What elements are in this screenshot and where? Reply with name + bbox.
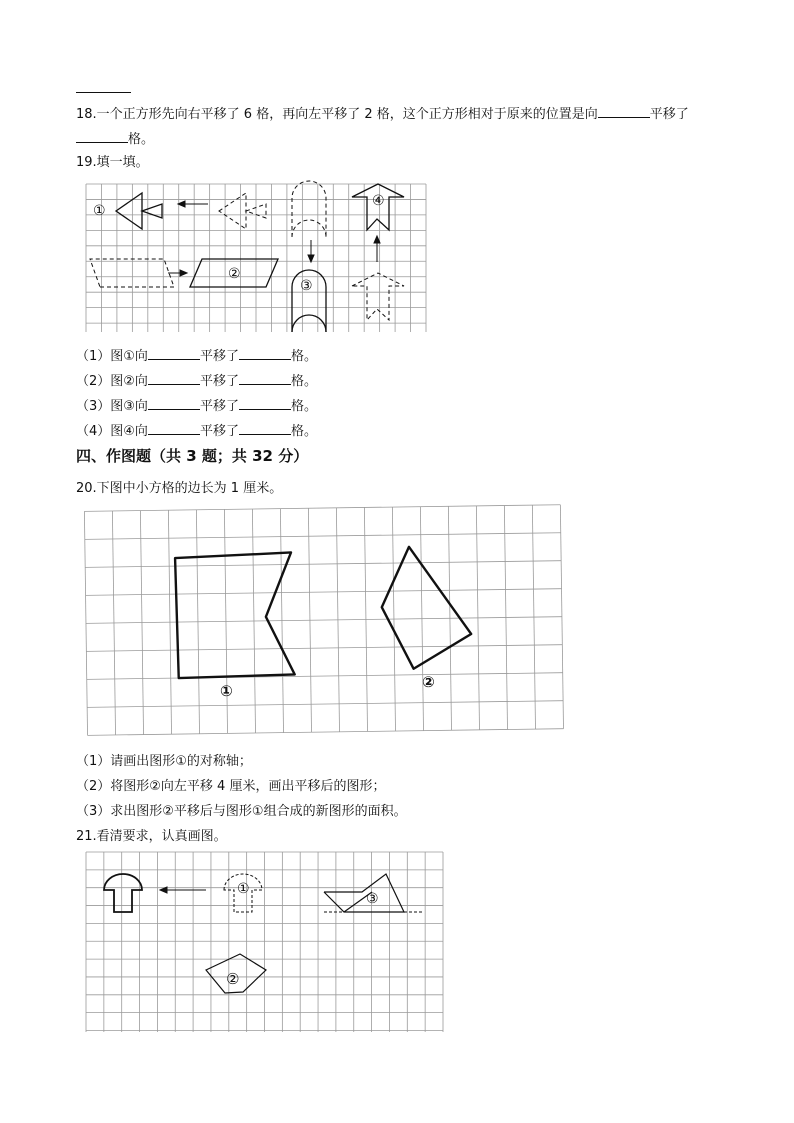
question-18 — [76, 104, 689, 124]
q19-item-1-suffix: 格。 — [290, 349, 317, 364]
q19-label-4: ④ — [372, 193, 385, 209]
q19-item-4-blank-direction[interactable] — [148, 421, 200, 435]
q21-label-2: ② — [226, 970, 240, 988]
q19-item-1 — [76, 346, 317, 366]
q19-item-2-blank-direction[interactable] — [148, 371, 200, 385]
q19-item-3-suffix: 格。 — [290, 399, 317, 414]
grid-line — [88, 729, 564, 736]
q21-grid-figure — [86, 852, 444, 1032]
q21-mushroom-solid — [104, 874, 142, 912]
q20-label-2: ② — [422, 673, 435, 691]
q19-item-4-suffix: 格。 — [290, 424, 317, 439]
q19-item-3 — [76, 396, 317, 416]
top-rule — [76, 92, 131, 93]
grid-line — [85, 561, 561, 568]
q21-label-3: ③ — [366, 891, 379, 907]
q20-title: 20.下图中小方格的边长为 1 厘米。 — [76, 481, 283, 496]
grid-line — [85, 533, 561, 540]
q19-label-1: ① — [93, 203, 106, 219]
q19-item-2-blank-count[interactable] — [239, 371, 291, 385]
q19-item-4-blank-count[interactable] — [239, 421, 291, 435]
section-4-title: 四、作图题（共 3 题；共 32 分） — [76, 447, 309, 465]
question-18-line2 — [76, 129, 154, 149]
q19-item-4 — [76, 421, 317, 441]
q20-label-1: ① — [220, 682, 233, 700]
q20-item-1: （1）请画出图形①的对称轴； — [76, 754, 252, 769]
q19-label-3: ③ — [300, 278, 313, 294]
q19-item-3-blank-direction[interactable] — [148, 396, 200, 410]
q21-title: 21.看清要求，认真画图。 — [76, 829, 227, 844]
q20-figure-1 — [175, 552, 295, 678]
grid-line — [86, 617, 562, 624]
grid-line — [87, 673, 563, 680]
q19-title: 19.填一填。 — [76, 155, 149, 170]
q18-blank-direction[interactable] — [598, 104, 650, 118]
q19-item-2-prefix: （2）图②向 — [76, 374, 148, 389]
q19-item-1-prefix: （1）图①向 — [76, 349, 148, 364]
q20-item-2: （2）将图形②向左平移 4 厘米，画出平移后的图形； — [76, 779, 386, 794]
q19-arrow-1 — [178, 201, 208, 207]
grid-line — [86, 589, 562, 596]
q20-grid-figure — [86, 508, 566, 740]
q19-item-4-prefix: （4）图④向 — [76, 424, 148, 439]
q19-item-2-mid: 平移了 — [199, 374, 239, 389]
q18-blank-count[interactable] — [76, 129, 128, 143]
q19-item-3-blank-count[interactable] — [239, 396, 291, 410]
grid-line — [86, 645, 562, 652]
q21-label-1: ① — [237, 881, 250, 897]
q19-item-3-mid: 平移了 — [199, 399, 239, 414]
q19-item-3-prefix: （3）图③向 — [76, 399, 148, 414]
q19-item-1-blank-count[interactable] — [239, 346, 291, 360]
q19-item-1-mid: 平移了 — [199, 349, 239, 364]
q19-item-2-suffix: 格。 — [290, 374, 317, 389]
q18-text-c: 格。 — [128, 132, 155, 147]
q19-label-2: ② — [228, 266, 241, 282]
q18-text-a: 18.一个正方形先向右平移了 6 格，再向左平移了 2 格，这个正方形相对于原来的位置是向 — [76, 107, 598, 122]
grid-line — [84, 505, 560, 512]
q19-item-2 — [76, 371, 317, 391]
q18-text-b: 平移了 — [649, 107, 689, 122]
grid-line — [87, 701, 563, 708]
q19-figure-1 — [116, 193, 162, 229]
q20-item-3: （3）求出图形②平移后与图形①组合成的新图形的面积。 — [76, 804, 407, 819]
q19-item-1-blank-direction[interactable] — [148, 346, 200, 360]
q19-item-4-mid: 平移了 — [199, 424, 239, 439]
